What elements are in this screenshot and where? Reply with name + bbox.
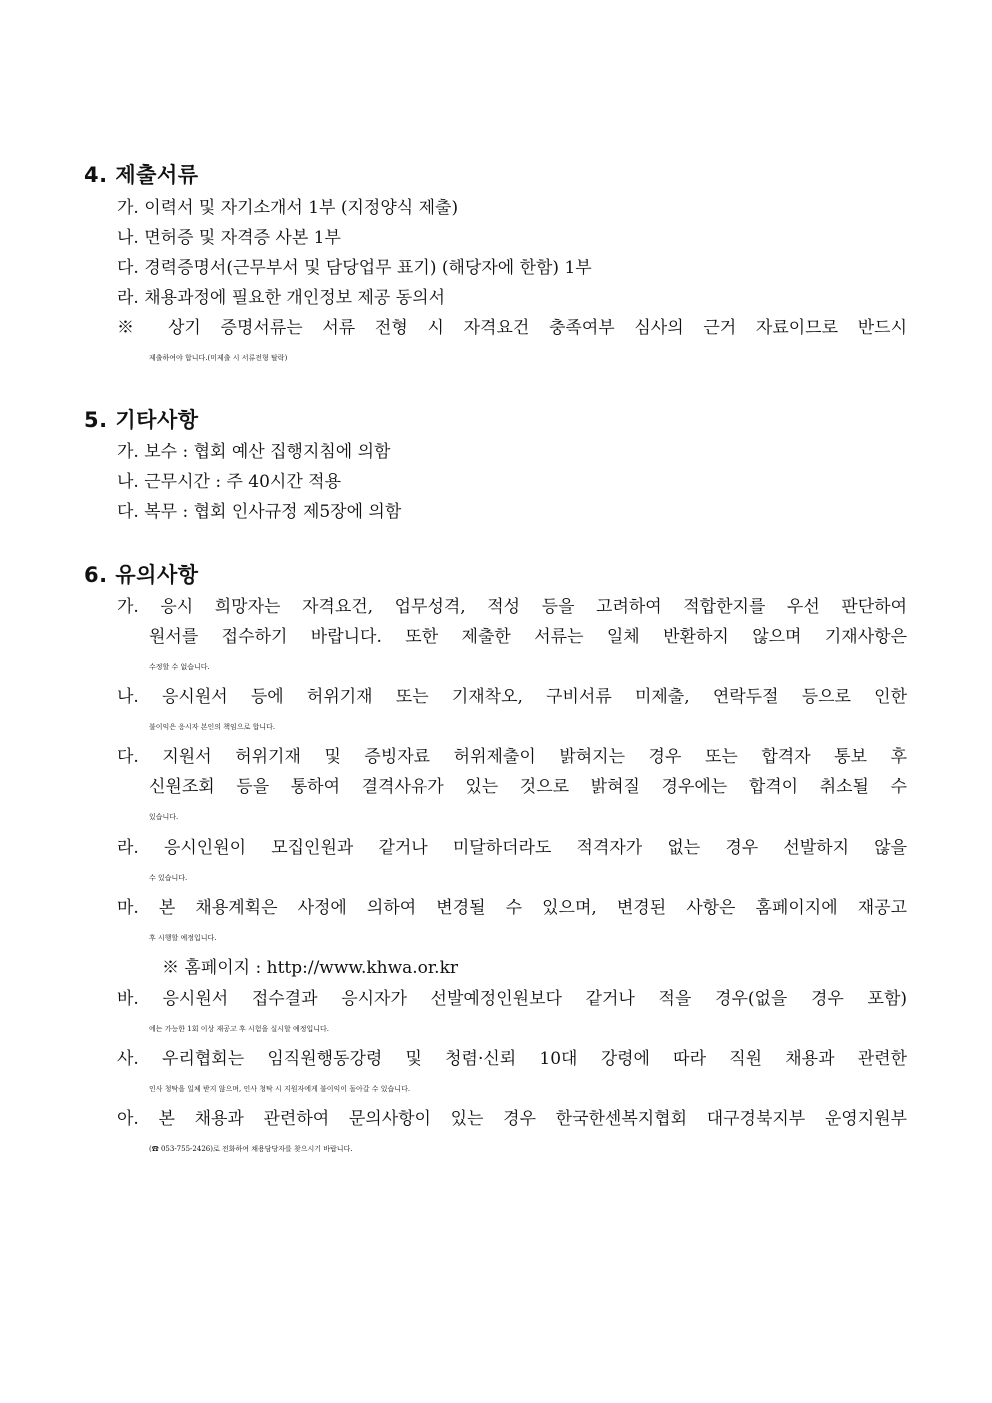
list-item: 마. 본 채용계획은 사정에 의하여 변경될 수 있으며, 변경된 사항은 홈페이지에 재공고	[117, 898, 907, 918]
list-item-continuation: 수 있습니다.	[149, 874, 188, 882]
list-item-continuation: 수정할 수 없습니다.	[149, 663, 210, 671]
list-item-continuation: 신원조회 등을 통하여 결격사유가 있는 것으로 밝혀질 경우에는 합격이 취소될 수	[149, 777, 907, 797]
section-title-precautions: 6. 유의사항	[84, 563, 199, 587]
list-item: 다. 경력증명서(근무부서 및 담당업무 표기) (해당자에 한함) 1부	[117, 258, 592, 278]
list-item-continuation: 불이익은 응시자 본인의 책임으로 합니다.	[149, 723, 276, 731]
note-item: ※ 상기 증명서류는 서류 전형 시 자격요건 충족여부 심사의 근거 자료이므로 반드시	[117, 318, 907, 338]
list-item: 가. 응시 희망자는 자격요건, 업무성격, 적성 등을 고려하여 적합한지를 우선 판단하여	[117, 597, 907, 617]
list-item-continuation: 있습니다.	[149, 813, 179, 821]
list-item: 다. 복무 : 협회 인사규정 제5장에 의함	[117, 502, 402, 522]
list-item: 다. 지원서 허위기재 및 증빙자료 허위제출이 밝혀지는 경우 또는 합격자 통보 후	[117, 747, 907, 767]
list-item: 라. 응시인원이 모집인원과 같거나 미달하더라도 적격자가 없는 경우 선발하지 않을	[117, 838, 907, 858]
list-item: 사. 우리협회는 임직원행동강령 및 청렴·신뢰 10대 강령에 따라 직원 채용과 관련한	[117, 1049, 907, 1069]
list-item: 바. 응시원서 접수결과 응시자가 선발예정인원보다 같거나 적을 경우(없을 경우 포함)	[117, 989, 907, 1009]
list-item-continuation: 인사 청탁을 일체 받지 않으며, 인사 청탁 시 지원자에게 불이익이 돌아갈 수 있습니다.	[149, 1085, 411, 1093]
list-item-continuation: 에는 가능한 1회 이상 재공고 후 시험을 실시할 예정입니다.	[149, 1025, 330, 1033]
list-item-continuation: 후 시행할 예정입니다.	[149, 934, 217, 942]
list-item: 가. 이력서 및 자기소개서 1부 (지정양식 제출)	[117, 198, 459, 218]
list-item: 가. 보수 : 협회 예산 집행지침에 의함	[117, 442, 391, 462]
section-title-submission-documents: 4. 제출서류	[84, 163, 199, 187]
note-item-continuation: 제출하여야 합니다.(미제출 시 서류전형 탈락)	[149, 354, 288, 362]
list-item: 나. 면허증 및 자격증 사본 1부	[117, 228, 341, 248]
list-item-continuation: 원서를 접수하기 바랍니다. 또한 제출한 서류는 일체 반환하지 않으며 기재사항은	[149, 627, 907, 647]
list-item: 나. 응시원서 등에 허위기재 또는 기재착오, 구비서류 미제출, 연락두절 등으로 인한	[117, 687, 907, 707]
section-title-other-matters: 5. 기타사항	[84, 408, 199, 432]
list-item: 나. 근무시간 : 주 40시간 적용	[117, 472, 342, 492]
list-item: 라. 채용과정에 필요한 개인정보 제공 동의서	[117, 288, 446, 308]
homepage-note: ※ 홈페이지 : http://www.khwa.or.kr	[162, 958, 459, 978]
list-item-continuation: (☎ 053-755-2426)로 전화하여 채용담당자를 찾으시기 바랍니다.	[149, 1145, 353, 1153]
list-item: 아. 본 채용과 관련하여 문의사항이 있는 경우 한국한센복지협회 대구경북지부 운영지원부	[117, 1109, 907, 1129]
